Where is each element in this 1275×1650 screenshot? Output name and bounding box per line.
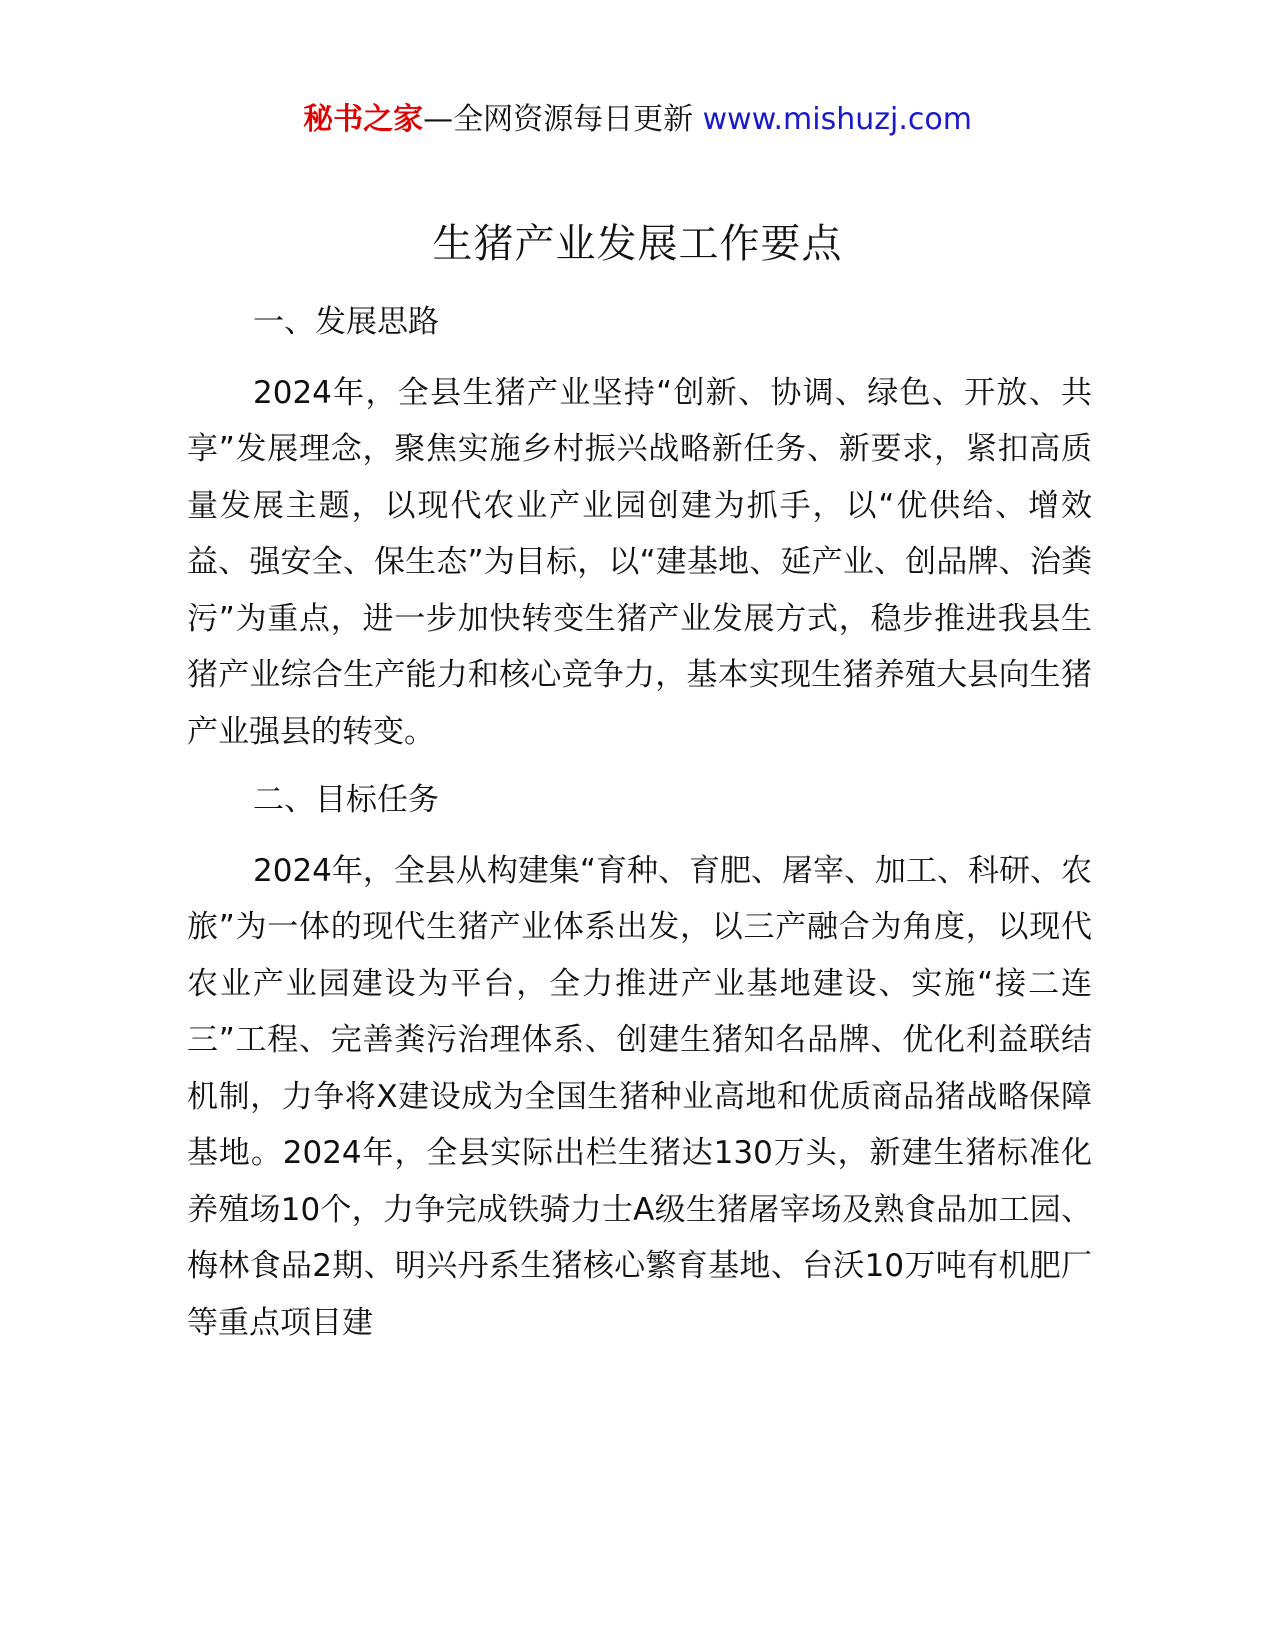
- section-paragraph-1: 2024年，全县生猪产业坚持“创新、协调、绿色、开放、共享”发展理念，聚焦实施乡村振兴战略新任务、新要求，紧扣高质量发展主题，以现代农业产业园创建为抓手，以“优供给、增效益、强安全、保生态”为目标，以“建基地、延产业、创品牌、治粪污”为重点，进一步加快转变生猪产业发展方式，稳步推进我县生猪产业综合生产能力和核心竞争力，基本实现生猪养殖大县向生猪产业强县的转变。: [187, 374, 1092, 750]
- document-title: 生猪产业发展工作要点: [432, 221, 843, 267]
- document-body: [187, 294, 1092, 1363]
- section-heading-1: 一、发展思路: [253, 304, 439, 340]
- section-paragraph-2: 2024年，全县从构建集“育种、育肥、屠宰、加工、科研、农旅”为一体的现代生猪产业体系出发，以三产融合为角度，以现代农业产业园建设为平台，全力推进产业基地建设、实施“接二连三”工程、完善粪污治理体系、创建生猪知名品牌、优化利益联结机制，力争将X建设成为全国生猪种业高地和优质商品猪战略保障基地。2024年，全县实际出栏生猪达130万头，新建生猪标准化养殖场10个，力争完成铁骑力士A级生猪屠宰场及熟食品加工园、梅林食品2期、明兴丹系生猪核心繁育基地、台沃10万吨有机肥厂等重点项目建: [187, 852, 1092, 1341]
- banner-tagline: —全网资源每日更新: [423, 102, 694, 137]
- site-banner: [0, 100, 1275, 140]
- brand-name: 秘书之家: [303, 102, 424, 137]
- site-url-link[interactable]: www.mishuzj.com: [702, 102, 972, 137]
- section-heading-2: 二、目标任务: [253, 782, 439, 818]
